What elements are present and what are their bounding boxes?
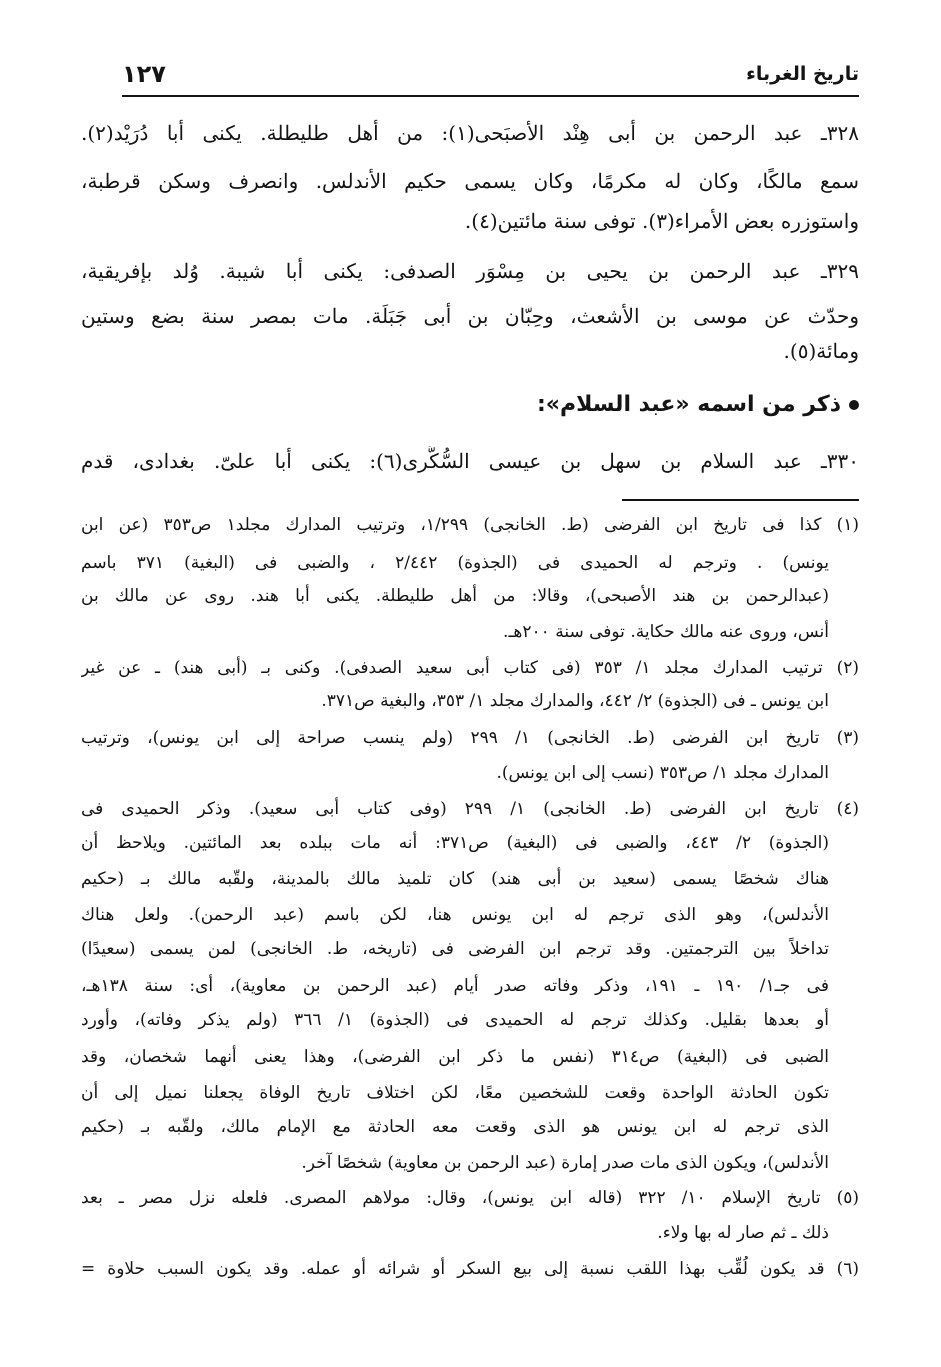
entry-328-line-1: ٣٢٨ـ عبد الرحمن بن أبى هِنْد الأصبَحى(١): من أهل طليطلة. يكنى أبا دُرَيْد(٢). — [81, 121, 859, 145]
footnote-1-line-2: يونس) . وترجم له الحميدى فى (الجذوة) ٢/٤٤٢ ، والضبى فى (البغية) ٣٧١ باسم — [81, 553, 829, 573]
footnote-4-line-2: (الجذوة) ٢/ ٤٤٣، والضبى فى (البغية) ص٣٧١: أنه مات ببلده بعد المائتين. ويلاحظ أن — [81, 833, 829, 853]
entry-329-line-2: وحدّث عن موسى بن الأشعث، وحِبّان بن أبى جَبَلَة. مات بمصر سنة بضع وستين — [81, 304, 859, 328]
section-heading-text: ذكر من اسمه «عبد السلام»: — [536, 392, 841, 417]
footnote-4-line-5: تداخلاً بين الترجمتين. وقد ترجم ابن الفرضى فى (تاريخه، ط. الخانجى) لمن يسمى (سعيدًا) — [81, 939, 829, 959]
footnote-5-line-2: ذلك ـ ثم صار له بها ولاء. — [657, 1223, 829, 1243]
footnote-2-line-1: (٢) ترتيب المدارك مجلد ١/ ٣٥٣ (فى كتاب أبى سعيد الصدفى). وكنى بـ (أبى هند) ـ عن غير — [81, 658, 859, 678]
footnote-1-line-1: (١) كذا فى تاريخ ابن الفرضى (ط. الخانجى) ١/٢٩٩، وترتيب المدارك مجلد١ ص٣٥٣ (عن ابن — [81, 515, 859, 535]
entry-328-line-3: واستوزره بعض الأمراء(٣). توفى سنة مائتين(٤). — [464, 209, 859, 233]
footnote-1-line-4: أنس، وروى عنه مالك حكاية. توفى سنة ٢٠٠هـ. — [503, 622, 829, 642]
running-head-title: تاريخ الغرباء — [746, 63, 859, 85]
entry-329-line-3: ومائة(٥). — [783, 339, 859, 363]
bullet-icon — [849, 400, 859, 410]
footnote-4-line-1: (٤) تاريخ ابن الفرضى (ط. الخانجى) ١/ ٢٩٩ (وفى كتاب أبى سعيد). وذكر الحميدى فى — [81, 799, 859, 819]
footnote-4-line-6: فى جـ١/ ١٩٠ ـ ١٩١، وذكر وفاته صدر أيام (عبد الرحمن بن معاوية)، أى: سنة ١٣٨هـ، — [81, 976, 829, 996]
footnote-4-line-9: تكون الحادثة الواحدة وقعت للشخصين معًا، لكن اختلاف تاريخ الوفاة يجعلنا نميل إلى أن — [81, 1083, 829, 1103]
section-heading — [537, 392, 859, 417]
footnote-4-line-3: هناك شخصًا يسمى (سعيد بن أبى هند) كان تلميذ مالك بالمدينة، ولقّبه مالك بـ (حكيم — [81, 869, 829, 889]
footnote-3-line-1: (٣) تاريخ ابن الفرضى (ط. الخانجى) ١/ ٢٩٩ (ولم ينسب صراحة إلى ابن يونس)، وترتيب — [81, 728, 859, 748]
footnote-4-line-11: الأندلس)، ويكون الذى مات صدر إمارة (عبد الرحمن بن معاوية) شخصًا آخر. — [301, 1153, 829, 1173]
footnote-4-line-10: الذى ترجم له ابن يونس هو الذى وقعت معه الحادثة مع الإمام مالك، ولقّبه بـ (حكيم — [81, 1117, 829, 1137]
header-rule — [122, 95, 859, 97]
entry-329-line-1: ٣٢٩ـ عبد الرحمن بن يحيى بن مِسْوَر الصدفى: يكنى أبا شيبة. وُلد بإفريقية، — [81, 259, 859, 283]
footnote-4-line-4: الأندلس)، وهو الذى ترجم له ابن يونس هنا، لكن باسم (عبد الرحمن). ولعل هناك — [81, 905, 829, 925]
footnote-separator — [622, 499, 859, 501]
footnote-6-line-1: (٦) قد يكون لُقِّب بهذا اللقب نسبة إلى بيع السكر أو شرائه أو عمله. وقد يكون السبب حلاوة = — [81, 1259, 859, 1279]
footnote-5-line-1: (٥) تاريخ الإسلام ١٠/ ٣٢٢ (قاله ابن يونس)، وقال: مولاهم المصرى. فلعله نزل مصر ـ بعد — [81, 1188, 859, 1208]
footnote-3-line-2: المدارك مجلد ١/ ص٣٥٣ (نسب إلى ابن يونس). — [496, 763, 829, 783]
footnote-4-line-8: الضبى فى (البغية) ص٣١٤ (نفس ما ذكر ابن الفرضى)، وهذا يعنى أنهما شخصان، وقد — [81, 1047, 829, 1067]
footnote-2-line-2: ابن يونس ـ فى (الجذوة) ٢/ ٤٤٢، والمدارك مجلد ١/ ٣٥٣، والبغية ص٣٧١. — [321, 691, 829, 711]
entry-330-line-1: ٣٣٠ـ عبد السلام بن سهل بن عيسى السُّكَّرى(٦): يكنى أبا علىّ. بغدادى، قدم — [81, 449, 859, 473]
entry-328-line-2: سمع مالكًا، وكان له مكرمًا، وكان يسمى حكيم الأندلس. وانصرف وسكن قرطبة، — [81, 169, 859, 193]
footnote-1-line-3: (عبدالرحمن بن هند الأصبحى)، وقالا: من أهل طليطلة. يكنى أبا هند. روى عن مالك بن — [81, 586, 829, 606]
footnote-4-line-7: أو بعدها بقليل. وكذلك ترجم له الحميدى فى (الجذوة) ١/ ٣٦٦ (ولم يذكر وفاته)، وأورد — [81, 1010, 829, 1030]
page-number: ١٢٧ — [122, 60, 166, 88]
